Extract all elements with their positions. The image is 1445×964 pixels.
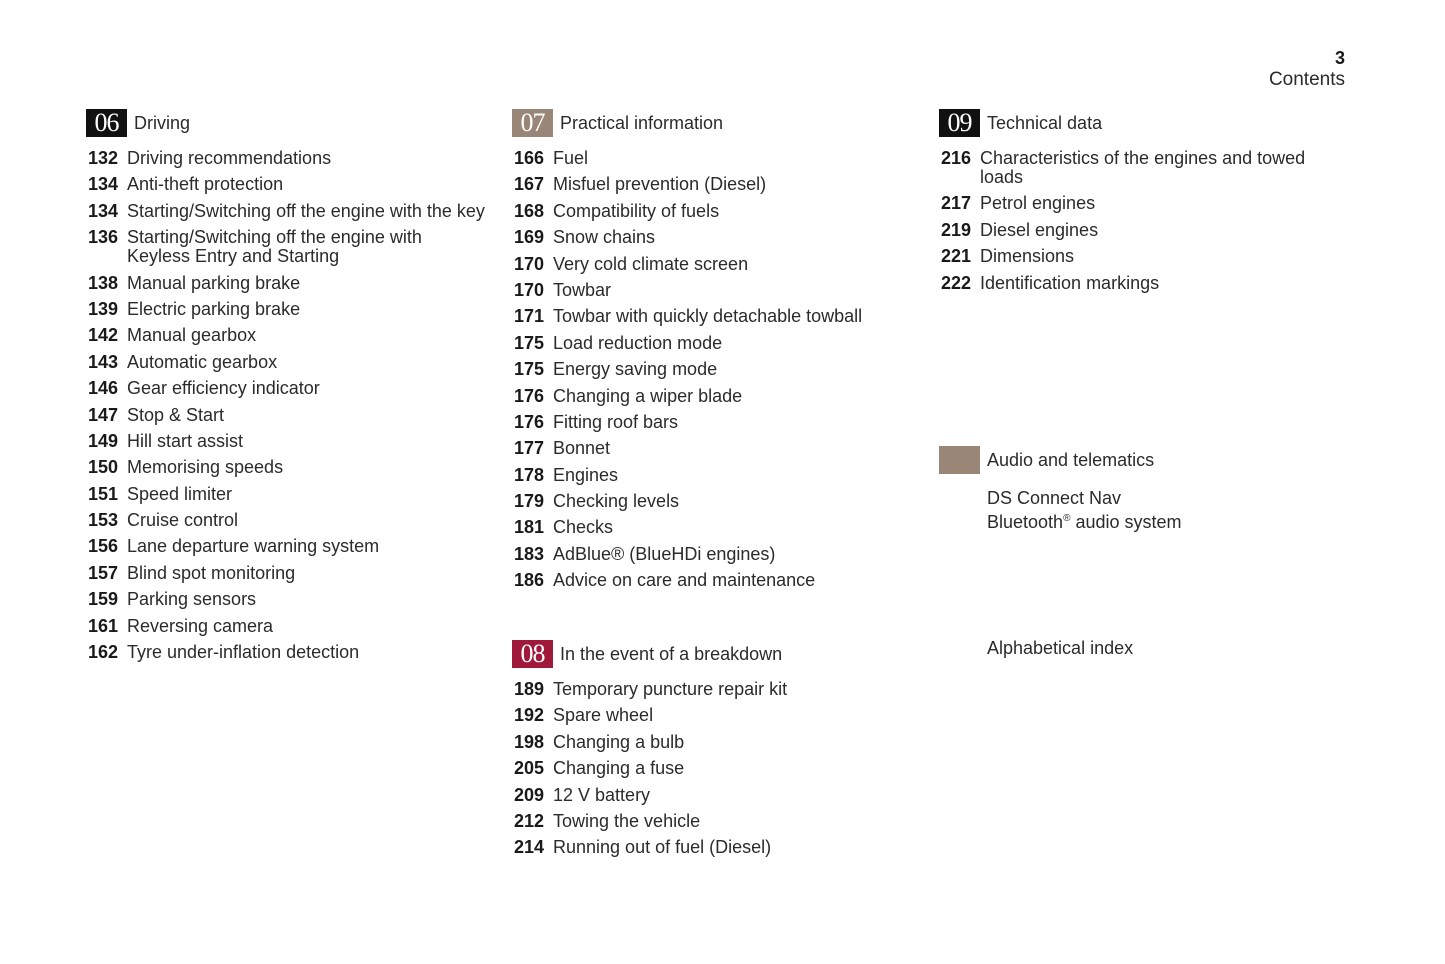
toc-entry[interactable] bbox=[86, 432, 486, 451]
toc-page-number: 134 bbox=[88, 174, 119, 195]
toc-page-number: 132 bbox=[88, 148, 119, 168]
toc-page-number: 162 bbox=[88, 642, 119, 663]
toc-entry-title: Engines bbox=[553, 464, 619, 485]
toc-entry[interactable] bbox=[939, 221, 1339, 240]
section-title[interactable]: Technical data bbox=[987, 112, 1103, 133]
toc-entry-title: Manual parking brake bbox=[127, 272, 301, 293]
toc-page-number: 217 bbox=[941, 193, 972, 214]
toc-list bbox=[512, 149, 912, 590]
section-header bbox=[939, 446, 1339, 474]
section-technical-data bbox=[939, 109, 1339, 300]
audio-list bbox=[987, 486, 1339, 534]
toc-entry[interactable] bbox=[512, 680, 912, 699]
toc-entry-title: Checking levels bbox=[553, 491, 680, 512]
toc-entry-title: Blind spot monitoring bbox=[127, 562, 296, 583]
toc-page-number: 192 bbox=[514, 705, 545, 726]
toc-page-number: 177 bbox=[514, 438, 545, 459]
toc-page-number: 175 bbox=[514, 332, 545, 353]
chapter-number-badge: 06 bbox=[86, 109, 127, 137]
toc-page-number: 181 bbox=[514, 517, 545, 538]
toc-page-number: 175 bbox=[514, 359, 545, 380]
toc-entry[interactable] bbox=[512, 228, 912, 247]
toc-entry-title: Identification markings bbox=[980, 272, 1160, 293]
chapter-number-badge: 09 bbox=[939, 109, 980, 137]
bluetooth-text: Bluetooth bbox=[987, 512, 1064, 532]
toc-page-number: 222 bbox=[941, 272, 972, 293]
toc-entry-title: Manual gearbox bbox=[127, 325, 257, 346]
section-header bbox=[512, 109, 912, 137]
toc-entry[interactable] bbox=[86, 590, 486, 609]
toc-page-number: 186 bbox=[514, 570, 545, 591]
section-practical-information bbox=[512, 109, 912, 598]
toc-entry-title: AdBlue® (BlueHDi engines) bbox=[553, 543, 776, 564]
section-breakdown bbox=[512, 640, 912, 865]
toc-page-number: 159 bbox=[88, 589, 119, 610]
toc-page-number: 157 bbox=[88, 562, 119, 583]
toc-entry[interactable] bbox=[86, 458, 486, 477]
toc-page-number: 139 bbox=[88, 298, 119, 319]
toc-page-number: 209 bbox=[514, 784, 545, 805]
toc-entry-title: Cruise control bbox=[127, 510, 239, 531]
toc-entry-title: Automatic gearbox bbox=[127, 351, 278, 372]
toc-entry[interactable] bbox=[512, 387, 912, 406]
toc-page-number: 134 bbox=[88, 200, 119, 221]
section-title[interactable]: Driving bbox=[134, 112, 191, 133]
page-number: 3 bbox=[1334, 48, 1345, 68]
toc-entry-title: Tyre under-inflation detection bbox=[127, 642, 360, 663]
toc-entry-title: Stop & Start bbox=[127, 404, 225, 425]
section-alphabetical-index bbox=[939, 636, 1339, 660]
toc-entry-title: Spare wheel bbox=[553, 705, 654, 726]
toc-page-number: 167 bbox=[514, 174, 545, 195]
toc-entry[interactable] bbox=[939, 149, 1339, 187]
toc-page-number: 161 bbox=[88, 615, 119, 636]
toc-entry-title: Lane departure warning system bbox=[127, 536, 380, 557]
chapter-color-badge bbox=[939, 446, 980, 474]
toc-entry-title: Characteristics of the engines and towed loads bbox=[980, 148, 1306, 187]
toc-entry-title: Changing a bulb bbox=[553, 731, 685, 752]
toc-entry-title: Snow chains bbox=[553, 227, 656, 248]
toc-entry-title: Temporary puncture repair kit bbox=[553, 679, 788, 699]
toc-entry-title: Changing a fuse bbox=[553, 758, 685, 779]
toc-entry[interactable] bbox=[512, 759, 912, 778]
toc-entry[interactable] bbox=[86, 511, 486, 530]
toc-entry-title: Petrol engines bbox=[980, 193, 1096, 214]
toc-page-number: 176 bbox=[514, 385, 545, 406]
toc-entry[interactable] bbox=[512, 439, 912, 458]
toc-entry-title: Dimensions bbox=[980, 246, 1075, 267]
toc-entry[interactable] bbox=[86, 485, 486, 504]
toc-entry-title: Fitting roof bars bbox=[553, 411, 679, 432]
toc-entry[interactable] bbox=[86, 353, 486, 372]
toc-entry[interactable] bbox=[512, 334, 912, 353]
section-header bbox=[939, 109, 1339, 137]
toc-entry[interactable] bbox=[86, 564, 486, 583]
toc-entry-title: Starting/Switching off the engine with the key bbox=[127, 200, 485, 221]
toc-page-number: 212 bbox=[514, 810, 545, 831]
toc-entry-title: Fuel bbox=[553, 148, 589, 168]
toc-entry-title: Reversing camera bbox=[127, 615, 274, 636]
section-driving bbox=[86, 109, 486, 669]
toc-page-number: 138 bbox=[88, 272, 119, 293]
toc-entry[interactable] bbox=[86, 175, 486, 194]
toc-entry-title: Towbar with quickly detachable towball bbox=[553, 306, 863, 327]
toc-page-number: 179 bbox=[514, 491, 545, 512]
section-title[interactable]: Audio and telematics bbox=[987, 449, 1155, 470]
toc-page-number: 169 bbox=[514, 227, 545, 248]
toc-page-number: 166 bbox=[514, 148, 545, 168]
toc-page-number: 153 bbox=[88, 510, 119, 531]
toc-entry[interactable] bbox=[512, 307, 912, 326]
toc-entry-title: Memorising speeds bbox=[127, 457, 284, 478]
toc-entry-title: Parking sensors bbox=[127, 589, 257, 610]
toc-page-number: 156 bbox=[88, 536, 119, 557]
page-title: Contents bbox=[1268, 68, 1345, 90]
section-title[interactable]: In the event of a breakdown bbox=[560, 643, 783, 664]
toc-entry[interactable] bbox=[512, 492, 912, 511]
toc-entry-title: Misfuel prevention (Diesel) bbox=[553, 174, 767, 195]
toc-list bbox=[512, 680, 912, 857]
toc-entry[interactable] bbox=[512, 733, 912, 752]
toc-entry[interactable] bbox=[86, 202, 486, 221]
toc-entry[interactable] bbox=[939, 194, 1339, 213]
toc-entry[interactable] bbox=[512, 812, 912, 831]
toc-entry[interactable] bbox=[512, 786, 912, 805]
toc-entry-title: Towbar bbox=[553, 279, 612, 300]
toc-entry[interactable] bbox=[939, 247, 1339, 266]
toc-entry-title: Bonnet bbox=[553, 438, 611, 459]
toc-page-number: 170 bbox=[514, 279, 545, 300]
toc-page-number: 205 bbox=[514, 758, 545, 779]
toc-entry-title: Driving recommendations bbox=[127, 148, 332, 168]
toc-entry[interactable] bbox=[512, 255, 912, 274]
toc-entry[interactable] bbox=[512, 202, 912, 221]
toc-entry-title: Speed limiter bbox=[127, 483, 233, 504]
list-item[interactable]: DS Connect Nav bbox=[987, 488, 1122, 508]
section-title[interactable]: Practical information bbox=[560, 112, 724, 133]
toc-entry[interactable] bbox=[512, 518, 912, 537]
toc-entry[interactable] bbox=[512, 281, 912, 300]
toc-page-number: 168 bbox=[514, 200, 545, 221]
toc-page-number: 183 bbox=[514, 543, 545, 564]
toc-entry[interactable] bbox=[86, 379, 486, 398]
toc-page-number: 143 bbox=[88, 351, 119, 372]
audio-system-text: audio system bbox=[1070, 512, 1182, 532]
toc-entry-title: Compatibility of fuels bbox=[553, 200, 720, 221]
toc-entry[interactable] bbox=[86, 326, 486, 345]
toc-entry[interactable] bbox=[512, 545, 912, 564]
toc-page-number: 147 bbox=[88, 404, 119, 425]
toc-page-number: 216 bbox=[941, 148, 972, 168]
toc-entry-title: Load reduction mode bbox=[553, 332, 723, 353]
toc-entry-title: Running out of fuel (Diesel) bbox=[553, 837, 772, 858]
toc-entry[interactable] bbox=[86, 406, 486, 425]
chapter-number-badge: 07 bbox=[512, 109, 553, 137]
page-header bbox=[1269, 48, 1345, 91]
toc-page-number: 136 bbox=[88, 227, 119, 248]
registered-mark: ® bbox=[1063, 513, 1071, 524]
toc-entry[interactable] bbox=[86, 537, 486, 556]
toc-list bbox=[939, 149, 1339, 293]
toc-page-number: 189 bbox=[514, 679, 545, 699]
toc-page-number: 214 bbox=[514, 837, 545, 858]
toc-entry[interactable] bbox=[512, 149, 912, 168]
toc-entry[interactable] bbox=[86, 617, 486, 636]
toc-page-number: 198 bbox=[514, 731, 545, 752]
toc-entry-title: Energy saving mode bbox=[553, 359, 718, 380]
toc-entry[interactable] bbox=[512, 175, 912, 194]
toc-entry[interactable] bbox=[86, 643, 486, 662]
toc-entry[interactable] bbox=[939, 274, 1339, 293]
section-header bbox=[86, 109, 486, 137]
toc-entry-title: Checks bbox=[553, 517, 614, 538]
list-item[interactable] bbox=[987, 510, 1339, 534]
toc-entry-title: Starting/Switching off the engine with Keyless Entry and Starting bbox=[127, 227, 422, 267]
toc-page-number: 170 bbox=[514, 253, 545, 274]
toc-entry[interactable] bbox=[512, 838, 912, 857]
toc-page-number: 146 bbox=[88, 378, 119, 399]
toc-page-number: 142 bbox=[88, 325, 119, 346]
toc-page-number: 149 bbox=[88, 430, 119, 451]
toc-entry-title: Very cold climate screen bbox=[553, 253, 749, 274]
toc-page-number: 150 bbox=[88, 457, 119, 478]
toc-entry-title: Advice on care and maintenance bbox=[553, 570, 816, 591]
toc-page-number: 171 bbox=[514, 306, 545, 327]
toc-entry[interactable] bbox=[86, 149, 486, 168]
toc-page-number: 221 bbox=[941, 246, 972, 267]
toc-entry[interactable] bbox=[512, 571, 912, 590]
toc-page-number: 176 bbox=[514, 411, 545, 432]
toc-entry[interactable] bbox=[86, 300, 486, 319]
toc-entry[interactable] bbox=[86, 274, 486, 293]
toc-entry-title: Gear efficiency indicator bbox=[127, 378, 320, 399]
toc-entry-title: 12 V battery bbox=[553, 784, 651, 805]
toc-page-number: 151 bbox=[88, 483, 119, 504]
chapter-number-badge: 08 bbox=[512, 640, 553, 668]
toc-list bbox=[86, 149, 486, 662]
toc-entry[interactable] bbox=[512, 706, 912, 725]
toc-entry[interactable] bbox=[512, 360, 912, 379]
toc-entry-title: Changing a wiper blade bbox=[553, 385, 743, 406]
toc-entry-title: Anti-theft protection bbox=[127, 174, 284, 195]
toc-entry[interactable] bbox=[512, 466, 912, 485]
alphabetical-index-link[interactable]: Alphabetical index bbox=[987, 638, 1134, 658]
toc-entry-title: Towing the vehicle bbox=[553, 810, 701, 831]
toc-entry[interactable] bbox=[86, 228, 486, 266]
toc-entry-title: Electric parking brake bbox=[127, 298, 301, 319]
toc-page-number: 178 bbox=[514, 464, 545, 485]
section-audio-telematics bbox=[939, 446, 1339, 534]
toc-entry-title: Hill start assist bbox=[127, 430, 244, 451]
toc-entry-title: Diesel engines bbox=[980, 219, 1099, 240]
section-header bbox=[512, 640, 912, 668]
toc-entry[interactable] bbox=[512, 413, 912, 432]
toc-page-number: 219 bbox=[941, 219, 972, 240]
